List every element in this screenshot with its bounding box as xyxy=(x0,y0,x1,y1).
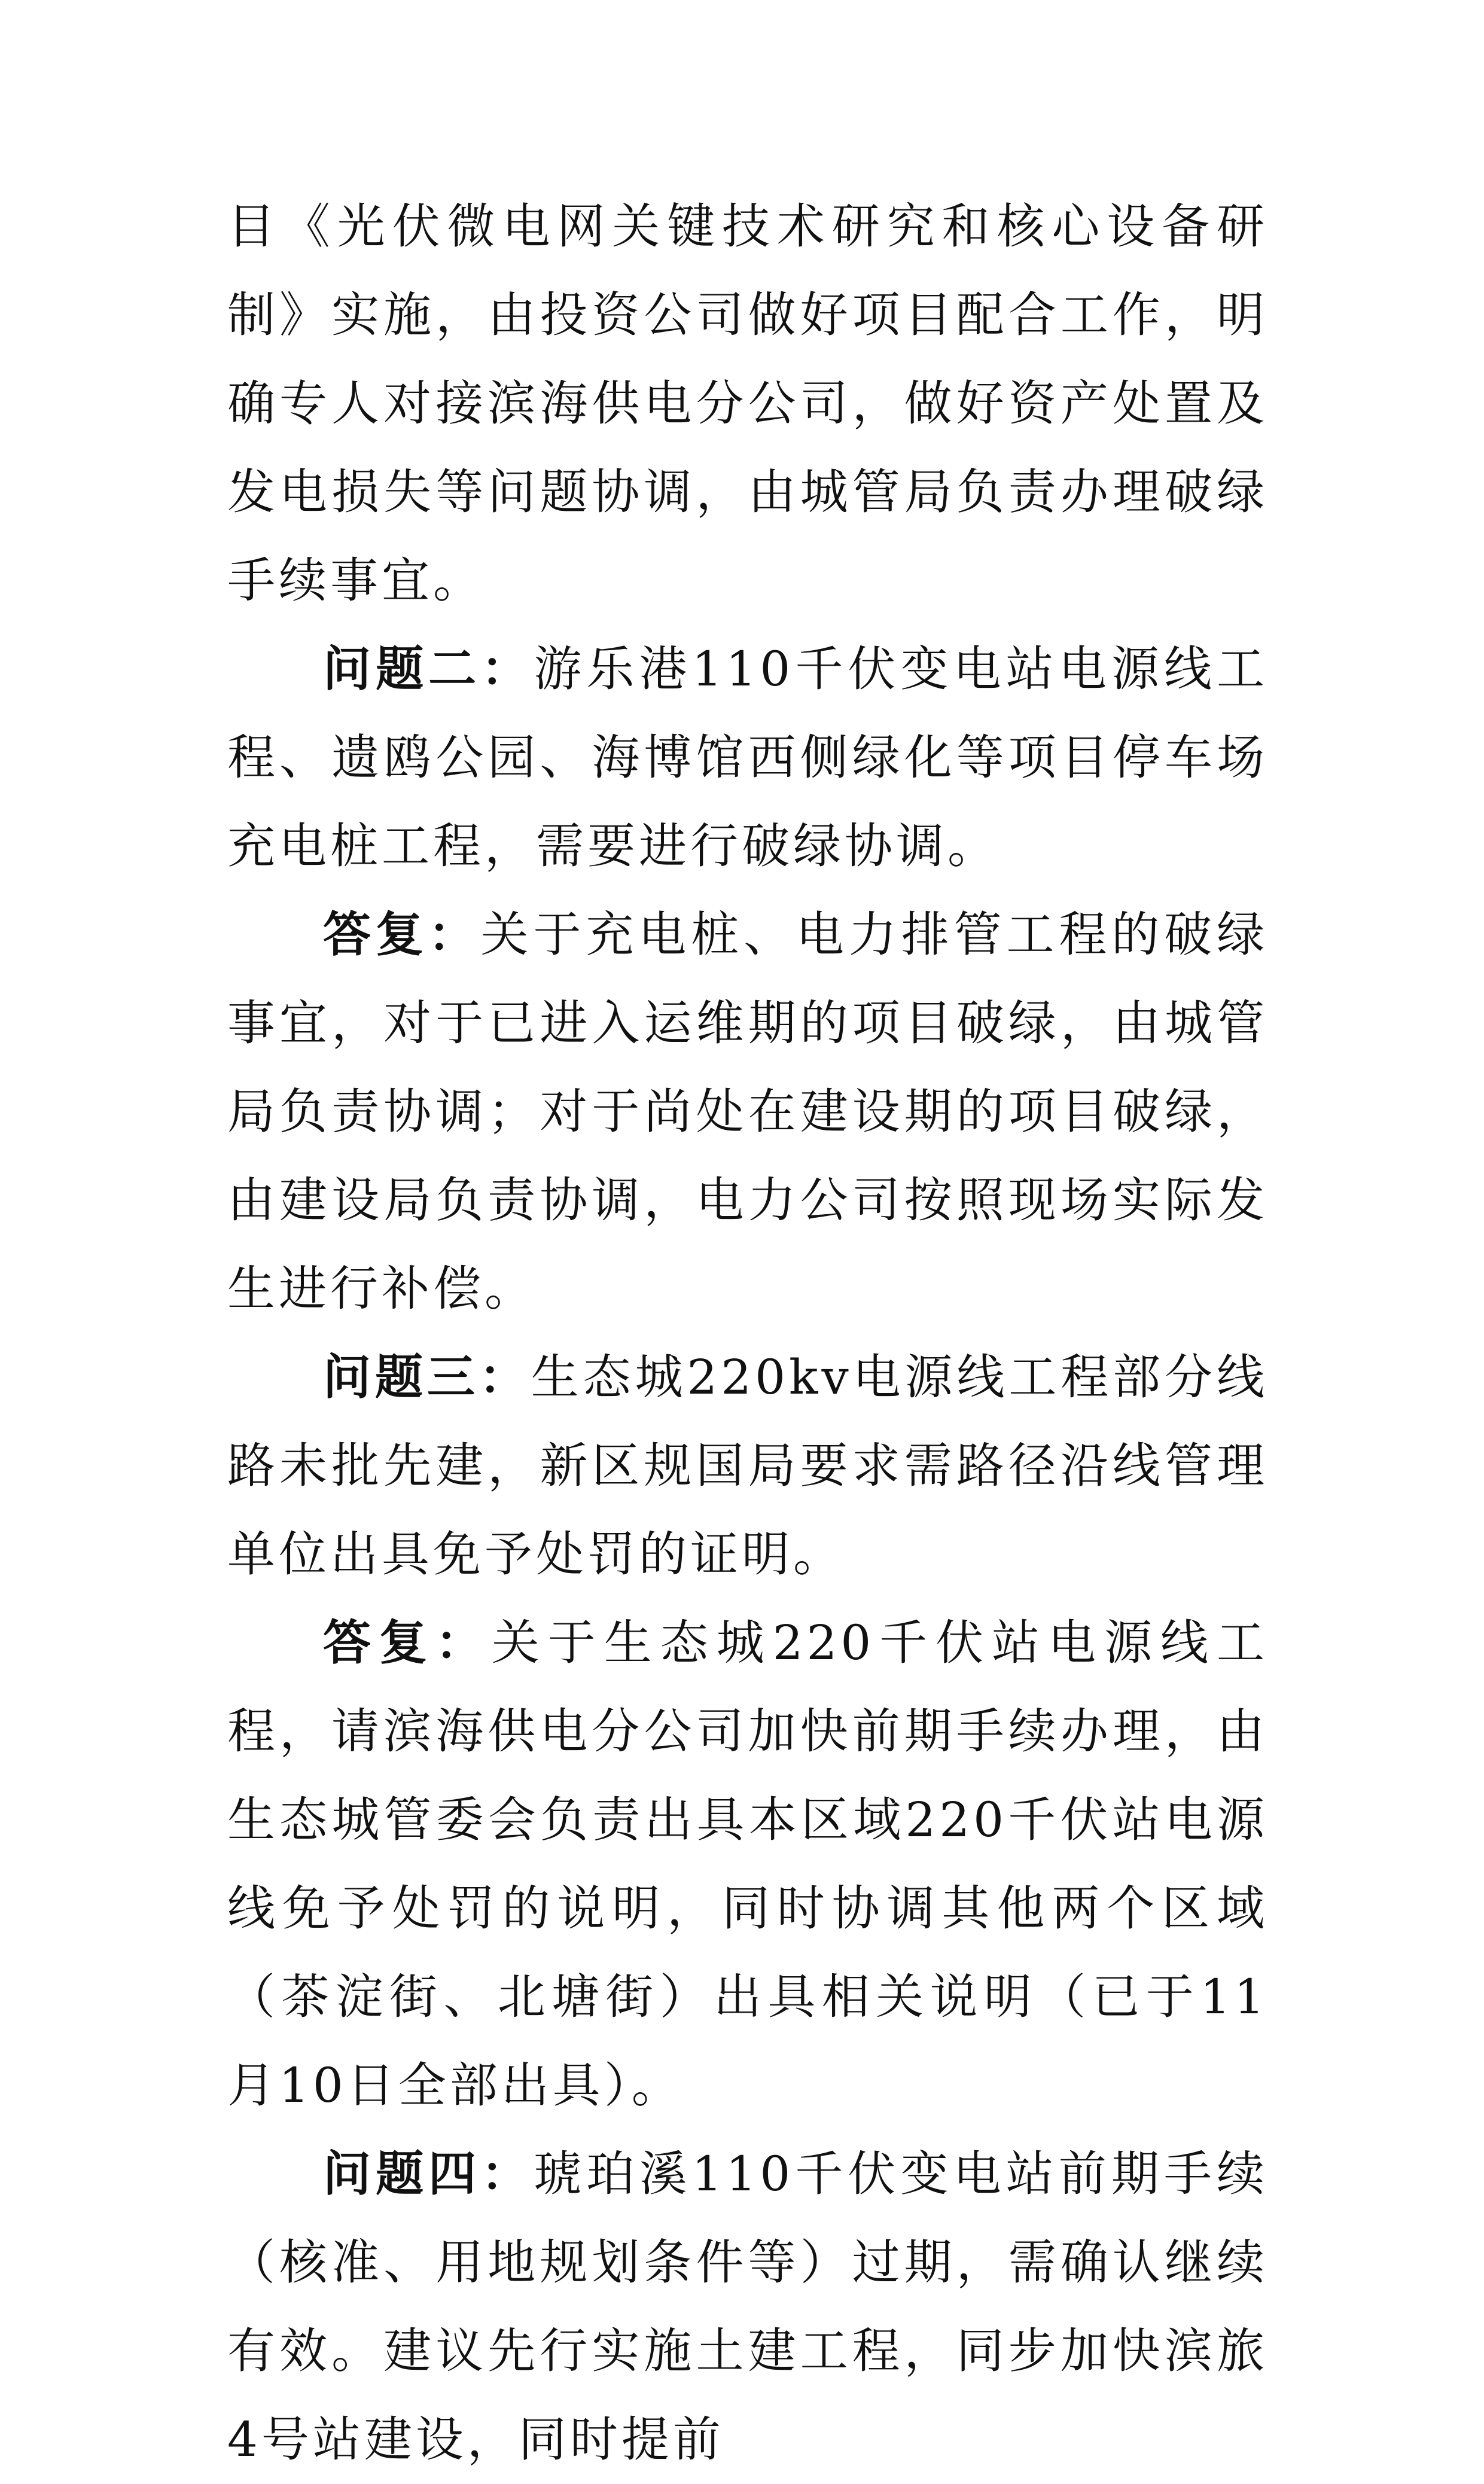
paragraph-answer-2 xyxy=(227,891,1268,1333)
document-body xyxy=(227,182,1268,2484)
paragraph-text: 目《光伏微电网关键技术研究和核心设备研制》实施，由投资公司做好项目配合工作，明确专人对接滨海供电分公司，做好资产处置及发电损失等问题协调，由城管局负责办理破绿手续事宜。 xyxy=(227,199,1268,608)
paragraph-lead: 问题四： xyxy=(323,2146,534,2202)
paragraph-continuation xyxy=(227,182,1268,625)
paragraph-text: 生态城220kv电源线工程部分线路未批先建，新区规国局要求需路径沿线管理单位出具免予处罚的证明。 xyxy=(227,1349,1268,1582)
paragraph-text: 琥珀溪110千伏变电站前期手续（核准、用地规划条件等）过期，需确认继续有效。建议先行实施土建工程，同步加快滨旅4号站建设，同时提前 xyxy=(227,2146,1268,2467)
paragraph-lead: 答复： xyxy=(323,907,481,962)
paragraph-text: 关于生态城220千伏站电源线工程，请滨海供电分公司加快前期手续办理，由生态城管委会负责出具本区域220千伏站电源线免予处罚的说明，同时协调其他两个区域（茶淀街、北塘街）出具相关说明（已于11月10日全部出具）。 xyxy=(227,1615,1268,2113)
paragraph-question-3 xyxy=(227,1333,1268,1599)
paragraph-answer-3 xyxy=(227,1599,1268,2130)
paragraph-question-4 xyxy=(227,2130,1268,2484)
paragraph-text: 游乐港110千伏变电站电源线工程、遗鸥公园、海博馆西侧绿化等项目停车场充电桩工程，需要进行破绿协调。 xyxy=(227,641,1268,874)
paragraph-lead: 问题二： xyxy=(323,641,534,697)
paragraph-text: 关于充电桩、电力排管工程的破绿事宜，对于已进入运维期的项目破绿，由城管局负责协调；对于尚处在建设期的项目破绿，由建设局负责协调，电力公司按照现场实际发生进行补偿。 xyxy=(227,907,1269,1316)
paragraph-question-2 xyxy=(227,625,1268,891)
paragraph-lead: 问题三： xyxy=(323,1349,531,1405)
paragraph-lead: 答复： xyxy=(323,1615,492,1671)
